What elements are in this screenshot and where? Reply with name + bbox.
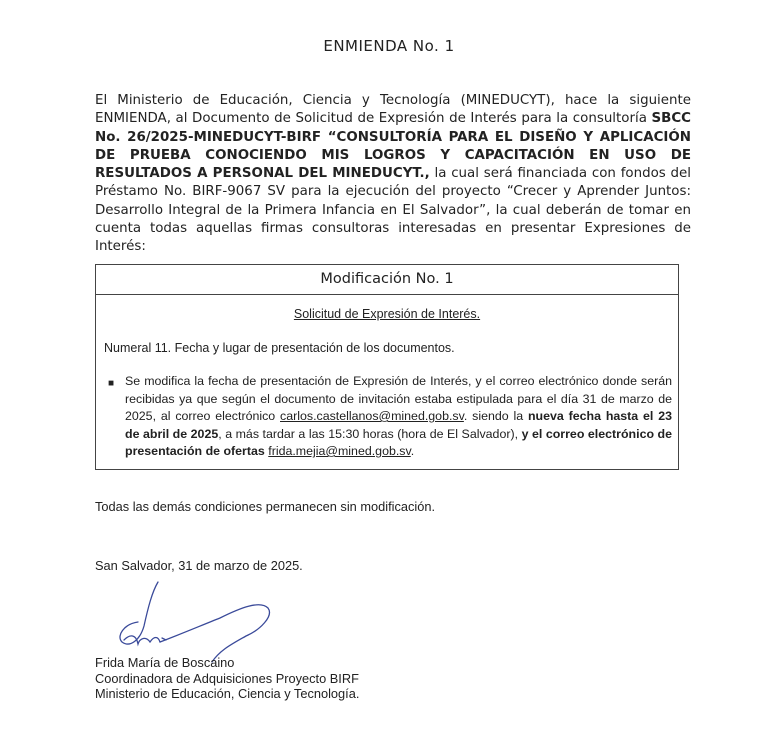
intro-text-1: El Ministerio de Educación, Ciencia y Tecnología (MINEDUCYT), hace la siguiente ENMIENDA, al Documento de Solicitud de Expresión de Interés para la consultoría [95, 93, 691, 127]
intro-consultancy-name: SBCC No. 26/2025-MINEDUCYT-BIRF “CONSULTORÍA PARA EL DISEÑO Y APLICACIÓN DE PRUEBA CONOCIENDO MIS LOGROS Y CAPACITACIÓN EN USO DE RESULTADOS A PERSONAL DEL MINEDUCYT., [95, 111, 691, 182]
signatory-name: Frida María de Boscaino [95, 655, 235, 670]
place-date: San Salvador, 31 de marzo de 2025. [95, 558, 303, 573]
bullet-square-icon: ■ [108, 378, 115, 389]
closing-statement: Todas las demás condiciones permanecen sin modificación. [95, 499, 436, 514]
bullet-paragraph [125, 373, 672, 461]
bullet-text-5: . [410, 444, 415, 458]
signature-block [95, 655, 359, 702]
modification-heading: Modificación No. 1 [96, 265, 678, 295]
email-change-text: y el correo electrónico de presentación de ofertas [125, 426, 673, 458]
modification-subheading: Solicitud de Expresión de Interés. [293, 307, 481, 321]
bullet-text-1: Se modifica la fecha de presentación de Expresión de Interés, y el correo electrónico donde serán recibidas ya que según el documento de invitación estaba estipulada para el día 31 de marzo de 2025, al correo electrónico [125, 374, 672, 423]
signatory-institution: Ministerio de Educación, Ciencia y Tecnología. [95, 686, 360, 701]
numeral-line: Numeral 11. Fecha y lugar de presentación de los documentos. [104, 341, 455, 355]
signatory-role: Coordinadora de Adquisiciones Proyecto BIRF [95, 670, 359, 686]
old-email-link[interactable]: carlos.castellanos@mined.gob.sv [280, 409, 464, 423]
bullet-text-3: , a más tardar a las 15:30 horas (hora de El Salvador), [218, 426, 522, 441]
bullet-text-2: . siendo la [463, 409, 528, 423]
document-title: ENMIENDA No. 1 [323, 37, 455, 55]
intro-paragraph [95, 92, 691, 257]
new-email-link[interactable]: frida.mejia@mined.gob.sv [268, 444, 411, 458]
new-date-text: nueva fecha hasta el 23 de abril de 2025 [125, 409, 672, 441]
modification-box [95, 264, 679, 470]
intro-text-2: la cual será financiada con fondos del Préstamo No. BIRF-9067 SV para la ejecución del proyecto “Crecer y Aprender Juntos: Desarrollo Integral de la Primera Infancia en El Salvador”, la cual deberán de tomar en cuenta todas aquellas firmas consultoras interesadas en presentar Expresiones de Interés: [95, 166, 692, 255]
